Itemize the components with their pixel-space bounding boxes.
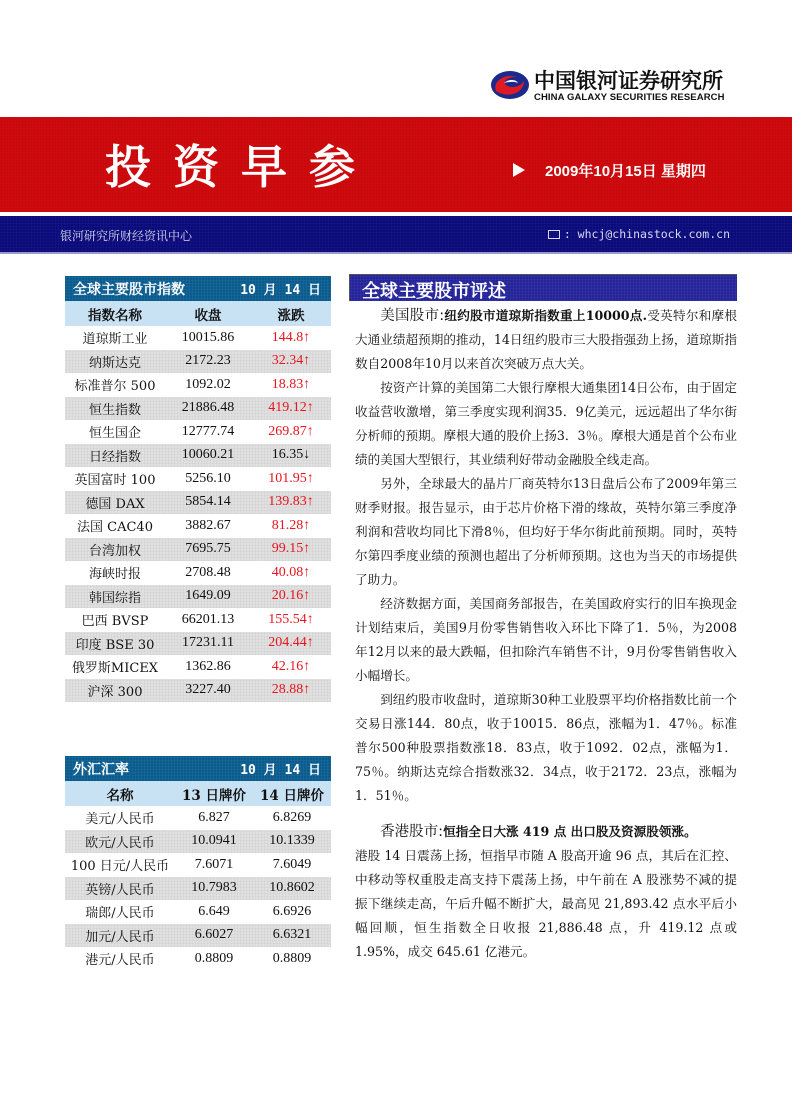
column-header: 14 日牌价 [260, 787, 324, 804]
row-name: 美元/人民币 [85, 812, 155, 828]
row-name: 港元/人民币 [85, 953, 155, 969]
row-value: 17231.11 [182, 635, 234, 651]
row-value-2: 204.44↑ [268, 635, 314, 651]
table-row [65, 326, 331, 350]
article-body [355, 304, 737, 964]
row-name: 道琼斯工业 [82, 332, 148, 348]
row-value: 10060.21 [181, 447, 235, 463]
table-row [65, 806, 331, 830]
organization-name: 银河研究所财经资讯中心 [60, 229, 193, 243]
row-value-2: 0.8809 [272, 950, 312, 966]
section-lead: 美国股市: [380, 308, 445, 324]
table-row [65, 853, 331, 877]
table-title: 外汇汇率 [73, 761, 129, 778]
row-value: 1092.02 [185, 376, 231, 392]
row-value-2: 99.15↑ [271, 541, 311, 557]
row-value-2: 269.87↑ [268, 423, 314, 439]
row-value: 1649.09 [185, 588, 231, 604]
spacer [355, 808, 737, 820]
table-row [65, 900, 331, 924]
row-value: 3227.40 [185, 682, 231, 698]
contact-email[interactable] [548, 227, 730, 241]
row-name: 沪深 300 [87, 684, 143, 700]
row-value-2: 20.16↑ [271, 588, 311, 604]
row-name: 俄罗斯MICEX [71, 661, 159, 677]
row-name: 标准普尔 500 [74, 379, 156, 395]
row-value-2: 419.12↑ [268, 400, 314, 416]
row-name: 纳斯达克 [88, 355, 141, 371]
table-row [65, 632, 331, 656]
table-header [65, 756, 331, 781]
column-header: 收盘 [194, 307, 222, 324]
row-name: 巴西 BVSP [81, 614, 149, 630]
section-headline: 纽约股市道琼斯指数重上10000点. [444, 308, 648, 323]
row-value: 5256.10 [185, 470, 231, 486]
row-value-2: 7.6049 [272, 856, 312, 872]
row-value: 1362.86 [185, 658, 231, 674]
play-arrow-icon [513, 163, 525, 177]
logo [490, 63, 790, 109]
row-value-2: 16.35↓ [271, 447, 311, 463]
column-header: 名称 [106, 787, 134, 804]
row-value-2: 28.88↑ [271, 682, 311, 698]
row-name: 海峡时报 [88, 567, 141, 583]
table-row [65, 467, 331, 491]
row-value: 12777.74 [181, 423, 235, 439]
row-value: 6.649 [198, 903, 230, 919]
row-value-2: 32.34↑ [271, 353, 311, 369]
row-value: 2172.23 [185, 353, 231, 369]
table-row [65, 397, 331, 421]
row-value-2: 101.95↑ [268, 470, 314, 486]
table-row [65, 608, 331, 632]
row-name: 加元/人民币 [85, 929, 155, 945]
info-band [0, 216, 792, 254]
paragraph: 到纽约股市收盘时，道琼斯30种工业股票平均价格指数比前一个交易日涨144．80点，收于10015．86点，涨幅为1．47％。标准普尔500种股票指数涨18．83点，收于1092．02点，涨幅为1．75％。纳斯达克综合指数涨32．34点，收于2172．23点，涨幅为1．51％。 [355, 692, 737, 803]
table-row [65, 373, 331, 397]
row-name: 韩国综指 [88, 590, 141, 606]
row-value: 7.6071 [194, 856, 234, 872]
row-value: 6.6027 [194, 927, 234, 943]
row-value: 5854.14 [185, 494, 231, 510]
hk-market-paragraph [355, 820, 737, 844]
table-row [65, 679, 331, 703]
mail-icon [548, 230, 560, 239]
column-header: 涨跌 [277, 307, 305, 324]
column-headers [65, 781, 331, 806]
article-title-bar [349, 274, 737, 301]
column-header: 指数名称 [88, 307, 142, 324]
row-name: 日经指数 [88, 449, 141, 465]
table-row [65, 491, 331, 515]
row-value-2: 42.16↑ [271, 658, 311, 674]
row-value: 66201.13 [181, 611, 235, 627]
article-title: 全球主要股市评述 [362, 281, 506, 302]
title-banner [0, 117, 792, 212]
publication-title: 投资早参 [105, 140, 377, 194]
row-value-2: 144.8↑ [271, 329, 311, 345]
row-name: 恒生国企 [88, 426, 141, 442]
table-date: 10 月 14 日 [240, 763, 321, 778]
row-value: 7695.75 [185, 541, 231, 557]
table-row [65, 561, 331, 585]
row-value-2: 81.28↑ [271, 517, 311, 533]
row-name: 100 日元/人民币 [70, 859, 170, 875]
paragraph: 港股 14 日震荡上扬，恒指早市随 A 股高开逾 96 点，其后在汇控、中移动等权重股走高支持下震荡上扬，中午前在 A 股涨势不减的提振下继续走高，午后升幅不断扩大，最高见 21,893.42 点水平后小幅回顺，恒生指数全日收报 21,886.48 点，升 419.12 点或 1.95%，成交 645.61 亿港元。 [355, 848, 737, 959]
table-row [65, 655, 331, 679]
column-header: 13 日牌价 [182, 787, 246, 804]
row-name: 德国 DAX [85, 496, 145, 512]
table-row [65, 350, 331, 374]
row-value-2: 18.83↑ [271, 376, 311, 392]
row-name: 瑞郎/人民币 [85, 906, 155, 922]
table-title: 全球主要股市指数 [73, 281, 185, 298]
row-value-2: 6.6321 [272, 927, 312, 943]
row-name: 欧元/人民币 [85, 835, 155, 851]
section-lead: 香港股市: [380, 824, 444, 840]
email-text[interactable]: : whcj@chinastock.com.cn [563, 227, 730, 241]
section-headline: 恒指全日大涨 419 点 出口股及资源股领涨。 [443, 824, 697, 839]
row-value: 6.827 [198, 809, 230, 825]
logo-chinese-name: 中国银河证券研究所 [534, 69, 723, 93]
row-value-2: 10.8602 [269, 880, 315, 896]
row-value-2: 6.8269 [272, 809, 312, 825]
table-header [65, 276, 331, 301]
logo-english-name: CHINA GALAXY SECURITIES RESEARCH [534, 92, 725, 103]
row-value-2: 155.54↑ [268, 611, 314, 627]
table-row [65, 830, 331, 854]
table-row [65, 947, 331, 971]
row-value-2: 10.1339 [269, 833, 315, 849]
row-name: 英国富时 100 [74, 473, 156, 489]
row-value-2: 139.83↑ [268, 494, 314, 510]
row-value: 2708.48 [185, 564, 231, 580]
table-row [65, 538, 331, 562]
row-name: 英镑/人民币 [85, 882, 155, 898]
fx-rates-table [65, 756, 331, 971]
row-value: 10.0941 [191, 833, 237, 849]
row-name: 法国 CAC40 [77, 520, 153, 536]
table-row [65, 585, 331, 609]
row-value: 21886.48 [181, 400, 235, 416]
paragraph-text: 受英特尔和摩根大通业绩超预期的推动，14日纽约股市三大股指强劲上扬，道琼斯指数自2008年10月以来首次突破万点大关。 [355, 308, 738, 371]
global-indices-table [65, 276, 331, 702]
row-name: 台湾加权 [88, 543, 141, 559]
table-date: 10 月 14 日 [240, 283, 321, 298]
row-name: 印度 BSE 30 [75, 637, 155, 653]
row-value: 0.8809 [194, 950, 234, 966]
row-value-2: 6.6926 [272, 903, 312, 919]
row-value: 3882.67 [185, 517, 231, 533]
table-row [65, 444, 331, 468]
row-name: 恒生指数 [88, 402, 141, 418]
row-value-2: 40.08↑ [271, 564, 311, 580]
paragraph: 另外，全球最大的晶片厂商英特尔13日盘后公布了2009年第三财季财报。报告显示，由于芯片价格下滑的缘故，英特尔第三季度净利润和营收均同比下滑8％，但均好于华尔街此前预期。同时，英特尔第四季度业绩的预测也超出了分析师预期。这也为当天的市场提供了助力。 [355, 476, 737, 587]
column-headers [65, 301, 331, 326]
table-row [65, 514, 331, 538]
table-row [65, 877, 331, 901]
us-market-paragraph [355, 304, 737, 376]
table-row [65, 924, 331, 948]
paragraph: 经济数据方面，美国商务部报告，在美国政府实行的旧车换现金计划结束后，美国9月份零售销售收入环比下降了1．5％，为2008年12月以来的最大跌幅，但扣除汽车销售不计，9月份零售销售收入小幅增长。 [355, 596, 737, 683]
galaxy-logo-icon [490, 69, 530, 101]
publication-date: 2009年10月15日 星期四 [545, 163, 706, 180]
row-value: 10015.86 [181, 329, 235, 345]
row-value: 10.7983 [191, 880, 237, 896]
paragraph: 按资产计算的美国第二大银行摩根大通集团14日公布，由于固定收益营收激增，第三季度实现利润35．9亿美元，远远超出了华尔街分析师的预期。摩根大通的股价上扬3．3％。摩根大通是首个公布业绩的美国大型银行，其业绩利好带动金融股全线走高。 [355, 380, 737, 467]
table-row [65, 420, 331, 444]
